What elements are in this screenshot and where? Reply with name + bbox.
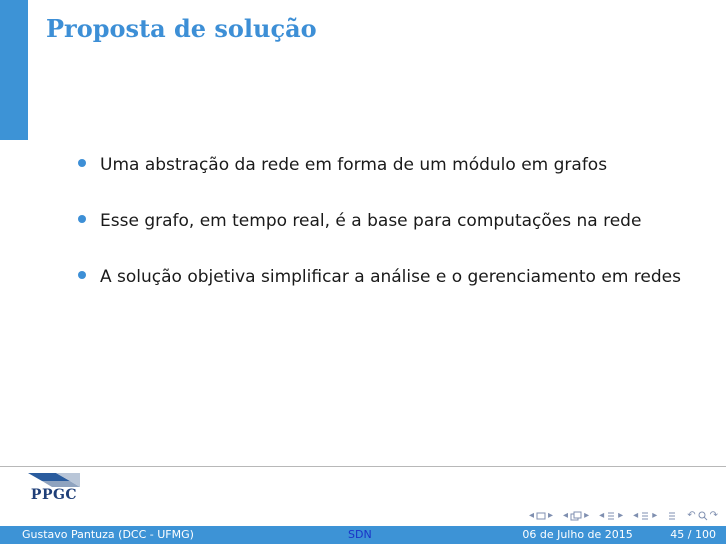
history-nav bbox=[687, 511, 718, 521]
subsection-next-icon[interactable]: ▸ bbox=[584, 510, 590, 521]
beamer-navigation bbox=[529, 508, 718, 524]
footer-right bbox=[522, 526, 716, 544]
section-next-icon[interactable]: ▸ bbox=[618, 510, 624, 521]
subsection-nav bbox=[563, 511, 589, 521]
section-icon bbox=[606, 511, 616, 521]
back-icon[interactable]: ↶ bbox=[687, 510, 696, 521]
frame-nav bbox=[529, 511, 553, 521]
toc-next-icon[interactable]: ▸ bbox=[652, 510, 658, 521]
bullet-item bbox=[78, 152, 688, 178]
toc-icon bbox=[640, 511, 650, 521]
toc-prev-icon[interactable]: ◂ bbox=[633, 510, 639, 521]
bullet-text: Esse grafo, em tempo real, é a base para computações na rede bbox=[100, 211, 642, 231]
footer-date: 06 de Julho de 2015 bbox=[522, 528, 633, 541]
bullet-icon bbox=[78, 159, 86, 167]
footer-bar bbox=[0, 526, 726, 544]
bullet-text: A solução objetiva simplificar a análise e o gerenciamento em redes bbox=[100, 267, 681, 287]
footer-divider bbox=[0, 466, 726, 467]
frame-icon bbox=[536, 512, 546, 520]
bullet-list bbox=[78, 152, 688, 290]
subsection-icon bbox=[570, 511, 582, 521]
ppgc-logo-text: PPGC bbox=[30, 487, 78, 503]
frame-next-icon[interactable]: ▸ bbox=[548, 510, 554, 521]
bullet-icon bbox=[78, 215, 86, 223]
forward-icon[interactable]: ↷ bbox=[709, 510, 718, 521]
footer-author: Gustavo Pantuza (DCC - UFMG) bbox=[22, 528, 194, 541]
frame-prev-icon[interactable]: ◂ bbox=[528, 510, 534, 521]
footer-page-number: 45 / 100 bbox=[670, 528, 716, 541]
bullet-text: Uma abstração da rede em forma de um módulo em grafos bbox=[100, 155, 608, 175]
toc-nav bbox=[633, 511, 657, 521]
document-icon[interactable] bbox=[667, 511, 677, 521]
section-nav bbox=[599, 511, 623, 521]
section-prev-icon[interactable]: ◂ bbox=[599, 510, 605, 521]
bullet-item bbox=[78, 264, 688, 290]
slide-title: Proposta de solução bbox=[46, 14, 317, 43]
side-accent-bar bbox=[0, 0, 28, 140]
search-icon[interactable] bbox=[698, 511, 708, 521]
footer-topic: SDN bbox=[348, 528, 372, 541]
bullet-icon bbox=[78, 271, 86, 279]
subsection-prev-icon[interactable]: ◂ bbox=[563, 510, 569, 521]
doc-nav bbox=[667, 511, 677, 521]
bullet-item bbox=[78, 208, 688, 234]
ppgc-logo bbox=[22, 471, 86, 505]
